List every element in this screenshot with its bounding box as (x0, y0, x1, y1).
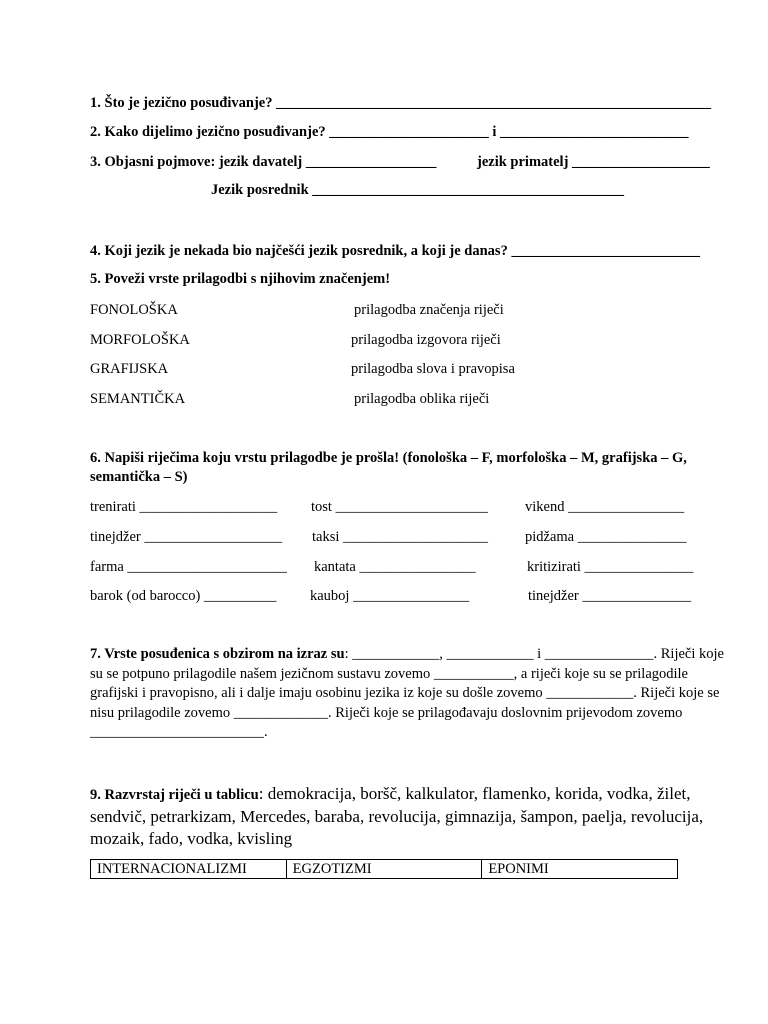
q6-word: tinejdžer _______________ (528, 588, 692, 604)
q6-word: kantata ________________ (314, 559, 476, 575)
question-6-line-1: 6. Napiši riječima koju vrstu prilagodbe je prošla! (fonološka – F, morfološka – M, grafijska – G, (90, 450, 687, 466)
question-1: 1. Što je jezično posuđivanje? ____________________________________________________________ (90, 95, 712, 111)
q5-left-item: FONOLOŠKA (90, 302, 178, 318)
q5-left-item: MORFOLOŠKA (90, 332, 190, 348)
q5-right-item: prilagodba značenja riječi (354, 302, 504, 318)
q6-word: trenirati ___________________ (90, 499, 278, 515)
question-3-part-1: 3. Objasni pojmove: jezik davatelj __________________ (90, 154, 437, 170)
q6-word: pidžama _______________ (525, 529, 687, 545)
question-7-heading: 7. Vrste posuđenica s obzirom na izraz su (90, 646, 345, 662)
q6-word: kritizirati _______________ (527, 559, 694, 575)
q6-word: tost _____________________ (311, 499, 488, 515)
question-7 (90, 645, 730, 743)
q5-left-item: SEMANTIČKA (90, 391, 186, 407)
question-7-text: : ____________, ____________ i _______________. Riječi koje su se potpuno prilagodile našem jezičnom sustavu zovemo ___________, a riječi koje su se prilagodile grafijski i pravopisno, ali i dalje imaju osobinu jezika iz koje su došle zovemo ____________. Riječi koje se nisu prilagodile zovemo _____________. Riječi koje se prilagođavaju doslovnim prijevodom zovemo ________________________. (90, 646, 724, 740)
q6-word: taksi ____________________ (312, 529, 489, 545)
table-header-cell: EPONIMI (482, 860, 678, 879)
table-row (91, 860, 678, 879)
q6-word: kauboj ________________ (310, 588, 470, 604)
q5-left-item: GRAFIJSKA (90, 361, 169, 377)
q5-right-item: prilagodba slova i pravopisa (351, 361, 515, 377)
question-4: 4. Koji jezik je nekada bio najčešći jezik posrednik, a koji je danas? __________________________ (90, 243, 700, 259)
q6-word: barok (od barocco) __________ (90, 588, 277, 604)
q5-right-item: prilagodba oblika riječi (354, 391, 490, 407)
question-5: 5. Poveži vrste prilagodbi s njihovim značenjem! (90, 271, 391, 287)
question-2: 2. Kako dijelimo jezično posuđivanje? ______________________ i __________________________ (90, 124, 689, 140)
q6-word: vikend ________________ (525, 499, 685, 515)
question-9 (90, 783, 730, 850)
classification-table (90, 859, 678, 879)
question-3-part-2: jezik primatelj ___________________ (477, 154, 710, 170)
question-3-part-3: Jezik posrednik ___________________________________________ (211, 182, 625, 198)
table-header-cell: INTERNACIONALIZMI (91, 860, 287, 879)
q6-word: farma ______________________ (90, 559, 287, 575)
q5-right-item: prilagodba izgovora riječi (351, 332, 501, 348)
q6-word: tinejdžer ___________________ (90, 529, 283, 545)
question-9-heading: 9. Razvrstaj riječi u tablicu (90, 787, 259, 803)
question-9-words: : demokracija, boršč, kalkulator, flamenko, korida, vodka, žilet, sendvič, petrarkizam, Mercedes, baraba, revolucija, gimnazija, šampon, paelja, revolucija, mozaik, fado, vodka, kvisling (90, 784, 704, 848)
table-header-cell: EGZOTIZMI (286, 860, 482, 879)
question-6-line-2: semantička – S) (90, 469, 188, 485)
